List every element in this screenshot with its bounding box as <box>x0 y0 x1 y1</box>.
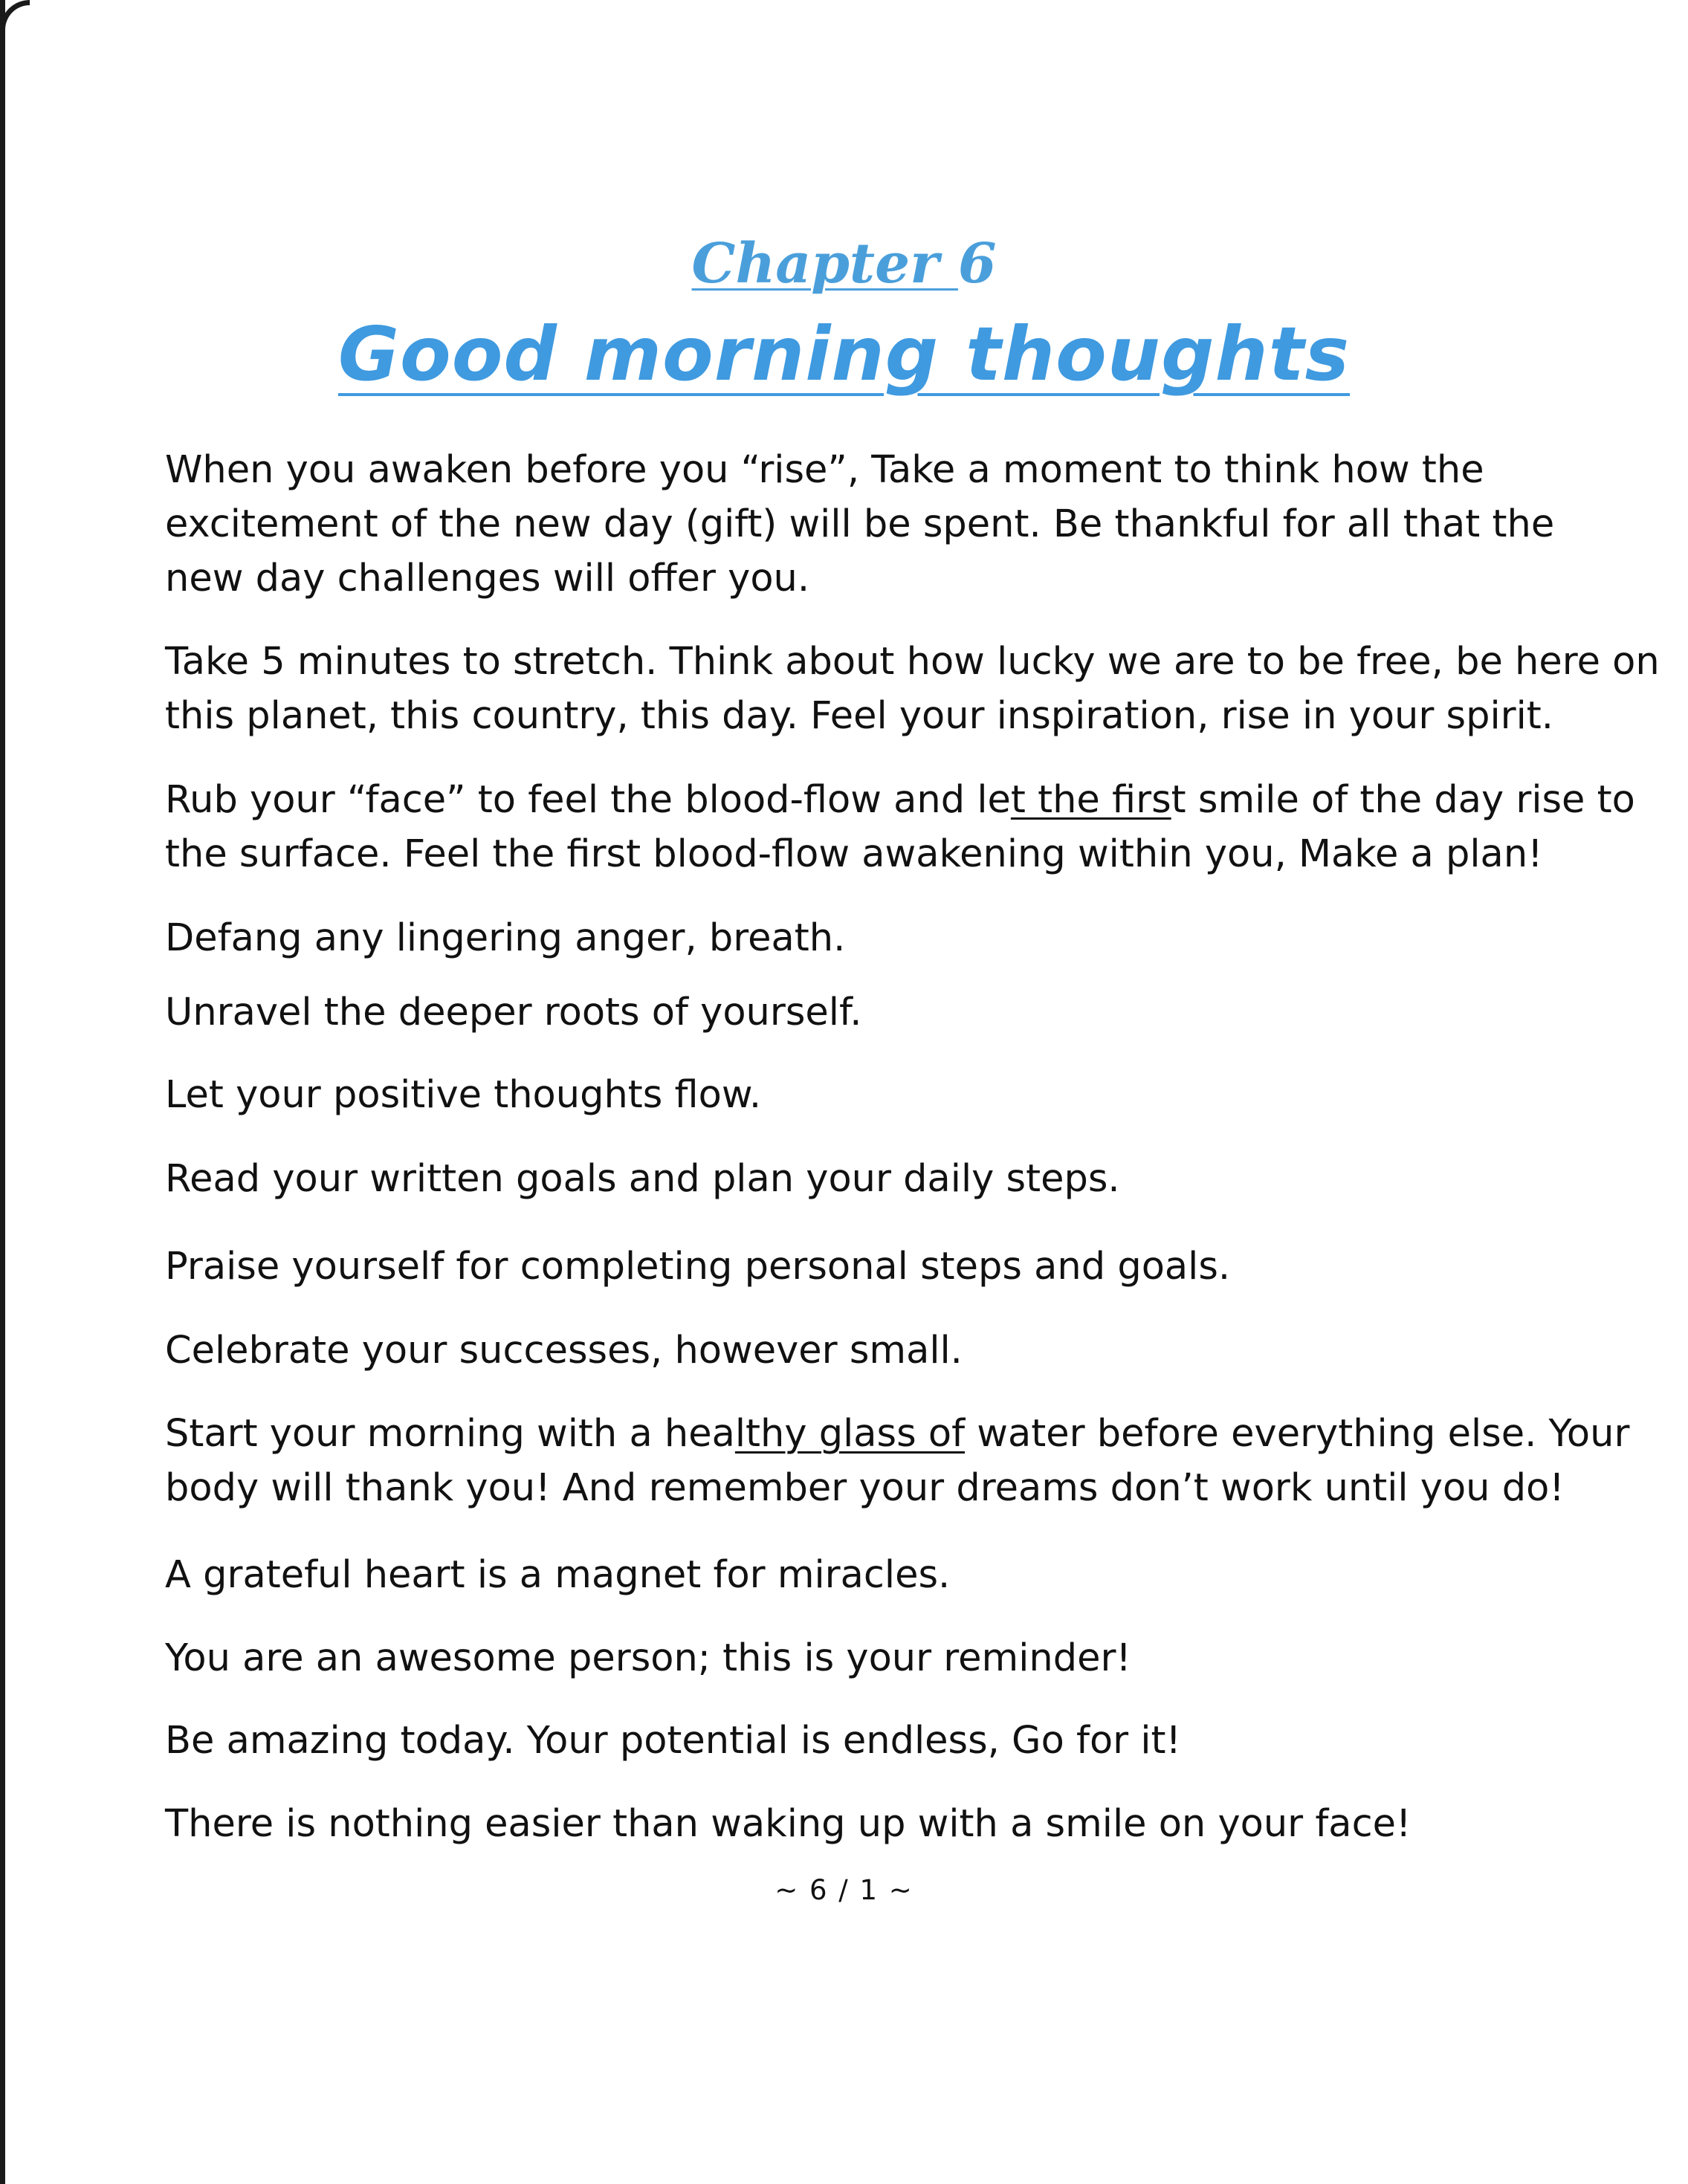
paragraph-10-text-a: Start your morning with a hea <box>165 1412 735 1456</box>
paragraph-10-line-2: body will thank you! And remember your dreams don’t work until you do! <box>165 1466 1565 1510</box>
paragraph-2-line-2: this planet, this country, this day. Feel your inspiration, rise in your spirit. <box>165 694 1553 738</box>
paragraph-8: Praise yourself for completing personal steps and goals. <box>165 1245 1231 1289</box>
paragraph-10-underlined: lthy glass of <box>734 1412 966 1456</box>
paragraph-14: There is nothing easier than waking up with a smile on your face! <box>165 1802 1411 1846</box>
paragraph-3-line-2: the surface. Feel the first blood-flow awakening within you, Make a plan! <box>165 832 1543 876</box>
paragraph-1-line-3: new day challenges will offer you. <box>165 557 810 600</box>
paragraph-3-underlined: t the firs <box>1010 778 1171 822</box>
paragraph-3 <box>165 773 1652 881</box>
paragraph-3-text-a: Rub your “face” to feel the blood-flow and le <box>165 778 1011 822</box>
paragraph-1-line-2: excitement of the new day (gift) will be spent. Be thankful for all that the <box>165 502 1555 546</box>
paragraph-6: Let your positive thoughts flow. <box>165 1073 762 1117</box>
paragraph-9: Celebrate your successes, however small. <box>165 1329 963 1373</box>
page-number: ~ 6 / 1 ~ <box>775 1874 913 1906</box>
paragraph-2-line-1: Take 5 minutes to stretch. Think about how lucky we are to be free, be here on <box>165 640 1660 684</box>
paragraph-2 <box>165 635 1660 743</box>
paragraph-10 <box>165 1407 1652 1515</box>
paragraph-1-line-1: When you awaken before you “rise”, Take a moment to think how the <box>165 448 1484 492</box>
paragraph-12: You are an awesome person; this is your reminder! <box>165 1636 1131 1680</box>
paragraph-11: A grateful heart is a magnet for miracles. <box>165 1553 951 1597</box>
chapter-number: 6 <box>957 232 997 296</box>
paragraph-3-text-b: t smile of the day rise to <box>1171 778 1635 822</box>
paragraph-3-line-1 <box>165 773 1652 827</box>
paragraph-5: Unravel the deeper roots of yourself. <box>165 991 862 1034</box>
paragraph-4: Defang any lingering anger, breath. <box>165 916 846 960</box>
paragraph-1 <box>165 443 1652 606</box>
paragraph-7: Read your written goals and plan your daily steps. <box>165 1157 1120 1201</box>
paragraph-10-line-1 <box>165 1407 1652 1461</box>
chapter-label <box>0 232 1688 296</box>
chapter-title: Good morning thoughts <box>337 311 1351 398</box>
paragraph-13: Be amazing today. Your potential is endless, Go for it! <box>165 1719 1181 1763</box>
paragraph-10-text-b: water before everything else. Your <box>965 1412 1630 1456</box>
chapter-label-text: Chapter <box>691 232 958 296</box>
